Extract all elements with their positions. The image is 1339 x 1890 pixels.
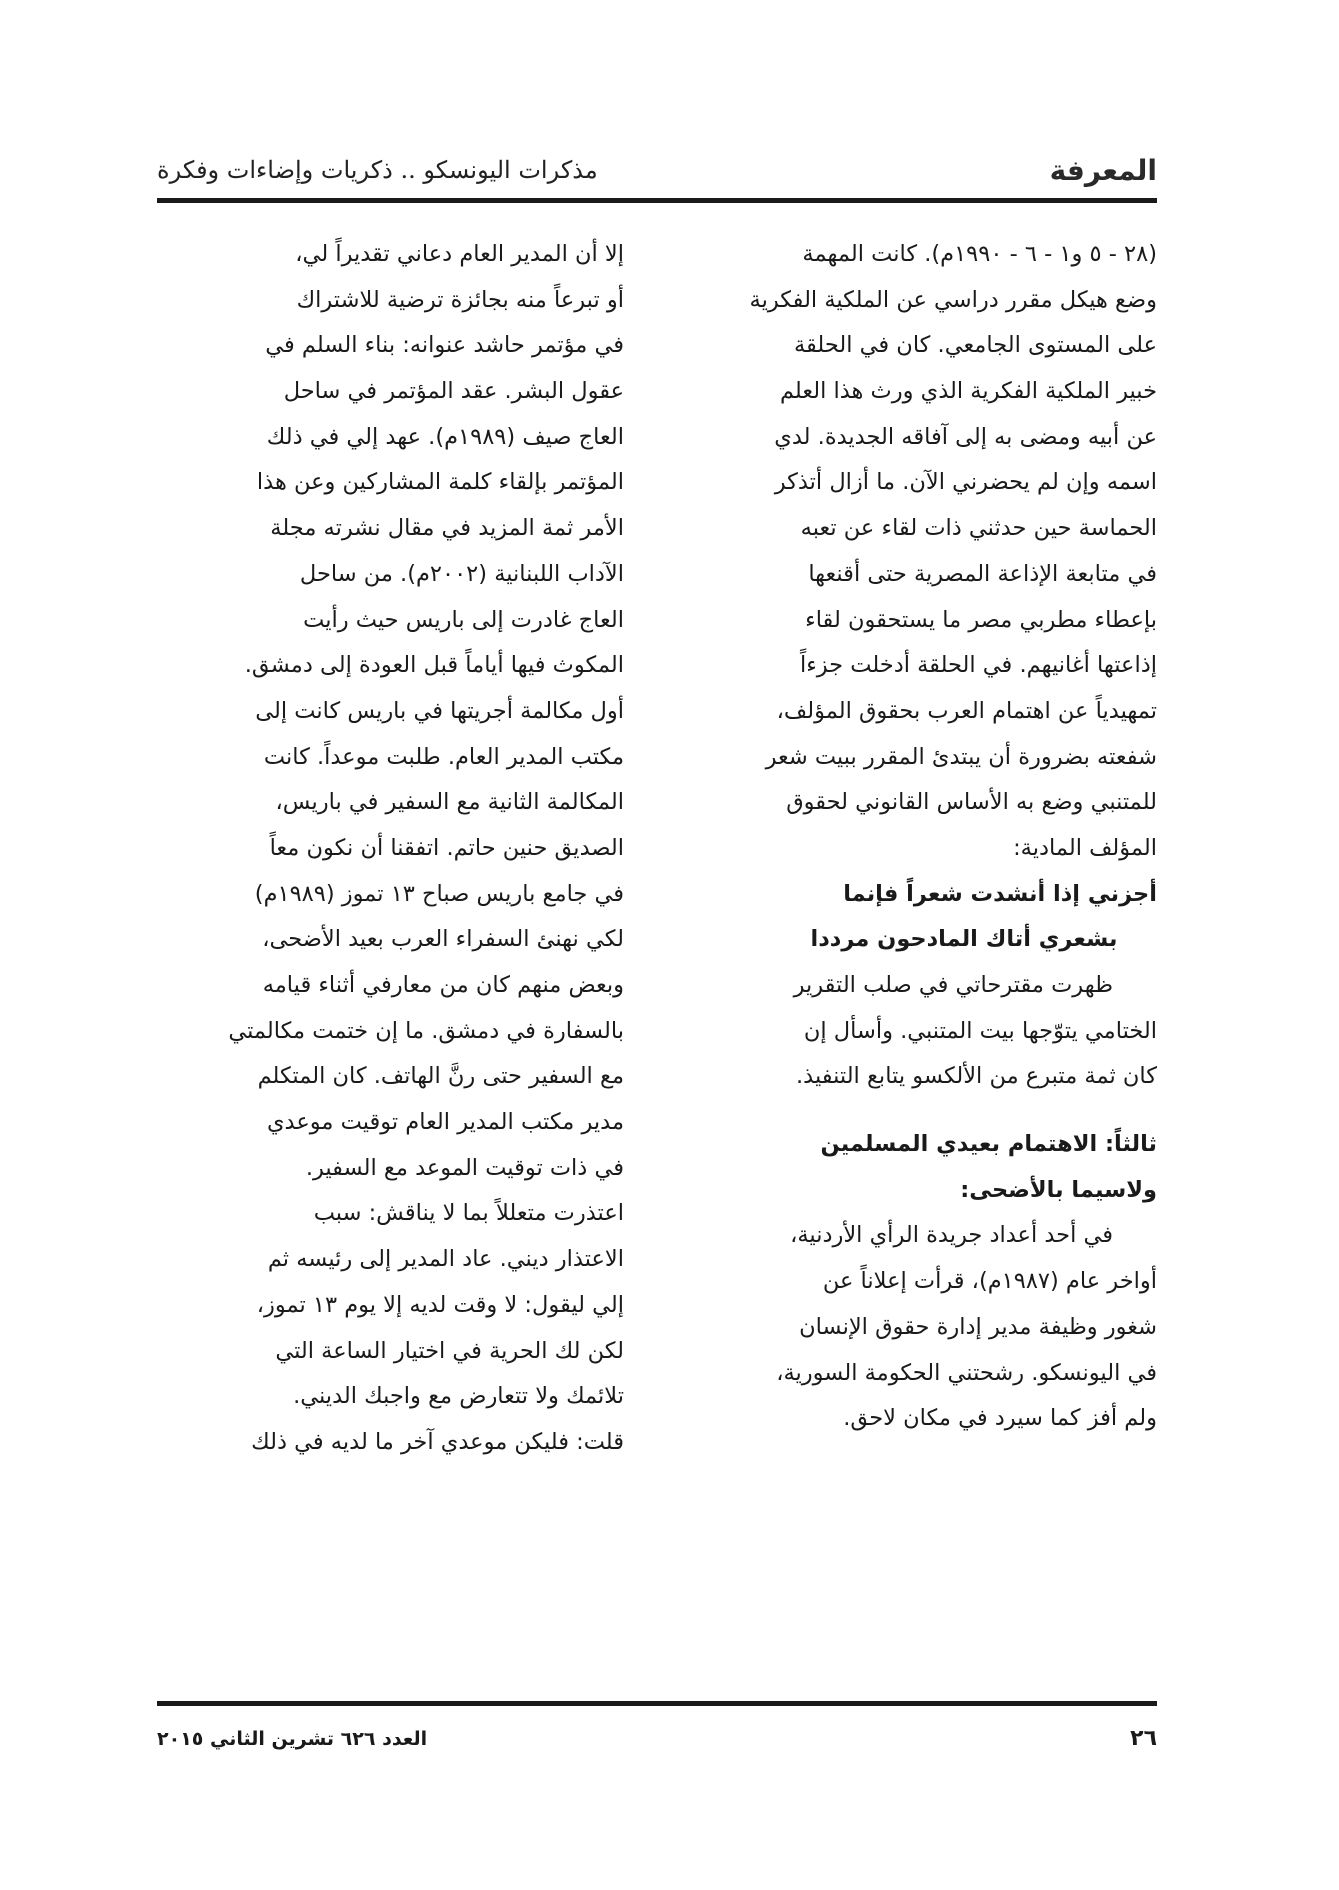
text-line: في متابعة الإذاعة المصرية حتى أقنعها (808, 560, 1157, 587)
text-line: قلت: فليكن موعدي آخر ما لديه في ذلك (251, 1428, 624, 1455)
text-line: في اليونسكو. رشحتني الحكومة السورية، (776, 1359, 1157, 1386)
text-line: المؤلف المادية: (1013, 834, 1157, 861)
header-divider (157, 198, 1157, 203)
text-line: في أحد أعداد جريدة الرأي الأردنية، (790, 1222, 1113, 1249)
text-line: الصديق حنين حاتم. اتفقنا أن نكون معاً (269, 834, 624, 861)
text-line: الاعتذار ديني. عاد المدير إلى رئيسه ثم (267, 1246, 624, 1273)
paragraph-spacer (691, 1100, 1157, 1122)
text-line: الحماسة حين حدثني ذات لقاء عن تعبه (800, 515, 1157, 542)
text-line: وضع هيكل مقرر دراسي عن الملكية الفكرية (749, 286, 1157, 313)
text-line: للمتنبي وضع به الأساس القانوني لحقوق (786, 789, 1157, 816)
text-line: أواخر عام (١٩٨٧م)، قرأت إعلاناً عن (822, 1268, 1157, 1295)
text-line: المكوث فيها أياماً قبل العودة إلى دمشق. (244, 652, 624, 679)
text-line: المكالمة الثانية مع السفير في باريس، (275, 789, 624, 816)
section-heading-continued: ولاسيما بالأضحى: (960, 1176, 1157, 1203)
text-line: عن أبيه ومضى به إلى آفاقه الجديدة. لدي (774, 423, 1157, 450)
text-line: الختامي يتوّجها بيت المتنبي. وأسأل إن (803, 1017, 1157, 1044)
text-line: وبعض منهم كان من معارفي أثناء قيامه (262, 972, 624, 998)
poem-verse-second-hemistich: بشعري أتاك المادحون مرددا (810, 926, 1118, 953)
text-line: لكي نهنئ السفراء العرب بعيد الأضحى، (262, 926, 624, 953)
text-line: شفعته بضرورة أن يبتدئ المقرر ببيت شعر (765, 743, 1157, 770)
text-line: لكن لك الحرية في اختيار الساعة التي (275, 1337, 624, 1364)
section-heading: ثالثاً: الاهتمام بعيدي المسلمين (820, 1131, 1157, 1158)
text-line: إلا أن المدير العام دعاني تقديراً لي، (295, 241, 624, 267)
text-line: إلي ليقول: لا وقت لديه إلا يوم ١٣ تموز، (256, 1291, 624, 1318)
text-line: الآداب اللبنانية (٢٠٠٢م). من ساحل (299, 560, 624, 587)
text-line: مع السفير حتى رنَّ الهاتف. كان المتكلم (257, 1063, 624, 1090)
text-line: خبير الملكية الفكرية الذي ورث هذا العلم (779, 378, 1157, 405)
text-line: المؤتمر بإلقاء كلمة المشاركين وعن هذا (256, 469, 624, 496)
text-line: في جامع باريس صباح ١٣ تموز (١٩٨٩م) (254, 880, 624, 907)
text-line: (٢٨ - ٥ و١ - ٦ - ١٩٩٠م). كانت المهمة (802, 241, 1157, 267)
text-line: الأمر ثمة المزيد في مقال نشرته مجلة (270, 515, 624, 542)
text-line: كان ثمة متبرع من الألكسو يتابع التنفيذ. (795, 1063, 1157, 1090)
text-line: بإعطاء مطربي مصر ما يستحقون لقاء (805, 606, 1157, 633)
text-line: عقول البشر. عقد المؤتمر في ساحل (283, 378, 624, 405)
text-line: أول مكالمة أجريتها في باريس كانت إلى (255, 697, 624, 724)
text-line: بالسفارة في دمشق. ما إن ختمت مكالمتي (228, 1017, 624, 1044)
page-footer (157, 1726, 1157, 1766)
footer-divider (157, 1701, 1157, 1706)
text-line: ولم أفز كما سيرد في مكان لاحق. (843, 1405, 1157, 1432)
text-line: تمهيدياً عن اهتمام العرب بحقوق المؤلف، (776, 697, 1157, 724)
text-line: اسمه وإن لم يحضرني الآن. ما أزال أتذكر (774, 469, 1157, 496)
text-line: العاج صيف (١٩٨٩م). عهد إلي في ذلك (266, 423, 624, 450)
text-line: أو تبرعاً منه بجائزة ترضية للاشتراك (296, 286, 624, 313)
text-line: مدير مكتب المدير العام توقيت موعدي (266, 1109, 624, 1136)
text-line: في مؤتمر حاشد عنوانه: بناء السلم في (265, 332, 624, 359)
page-header (157, 148, 1157, 200)
text-line: تلائمك ولا تتعارض مع واجبك الديني. (293, 1383, 624, 1410)
text-line: شغور وظيفة مدير إدارة حقوق الإنسان (799, 1313, 1157, 1340)
magazine-logo: المعرفة (1049, 154, 1157, 187)
issue-info: العدد ٦٢٦ تشرين الثاني ٢٠١٥ (157, 1728, 428, 1750)
text-line: إذاعتها أغانيهم. في الحلقة أدخلت جزءاً (799, 652, 1157, 679)
text-line: ظهرت مقترحاتي في صلب التقرير (793, 972, 1113, 998)
right-text-column (691, 232, 1157, 1442)
article-running-title: مذكرات اليونسكو .. ذكريات وإضاءات وفكرة (157, 156, 598, 184)
page-number: ٢٦ (1130, 1726, 1157, 1751)
text-line: على المستوى الجامعي. كان في الحلقة (793, 332, 1157, 359)
text-line: اعتذرت متعللاً بما لا يناقش: سبب (313, 1200, 624, 1227)
text-line: العاج غادرت إلى باريس حيث رأيت (303, 606, 624, 633)
text-line: مكتب المدير العام. طلبت موعداً. كانت (263, 743, 624, 770)
text-line: في ذات توقيت الموعد مع السفير. (305, 1154, 624, 1181)
left-text-column (158, 232, 624, 1466)
poem-verse-first-hemistich: أجزني إذا أنشدت شعراً فإنما (843, 880, 1157, 907)
